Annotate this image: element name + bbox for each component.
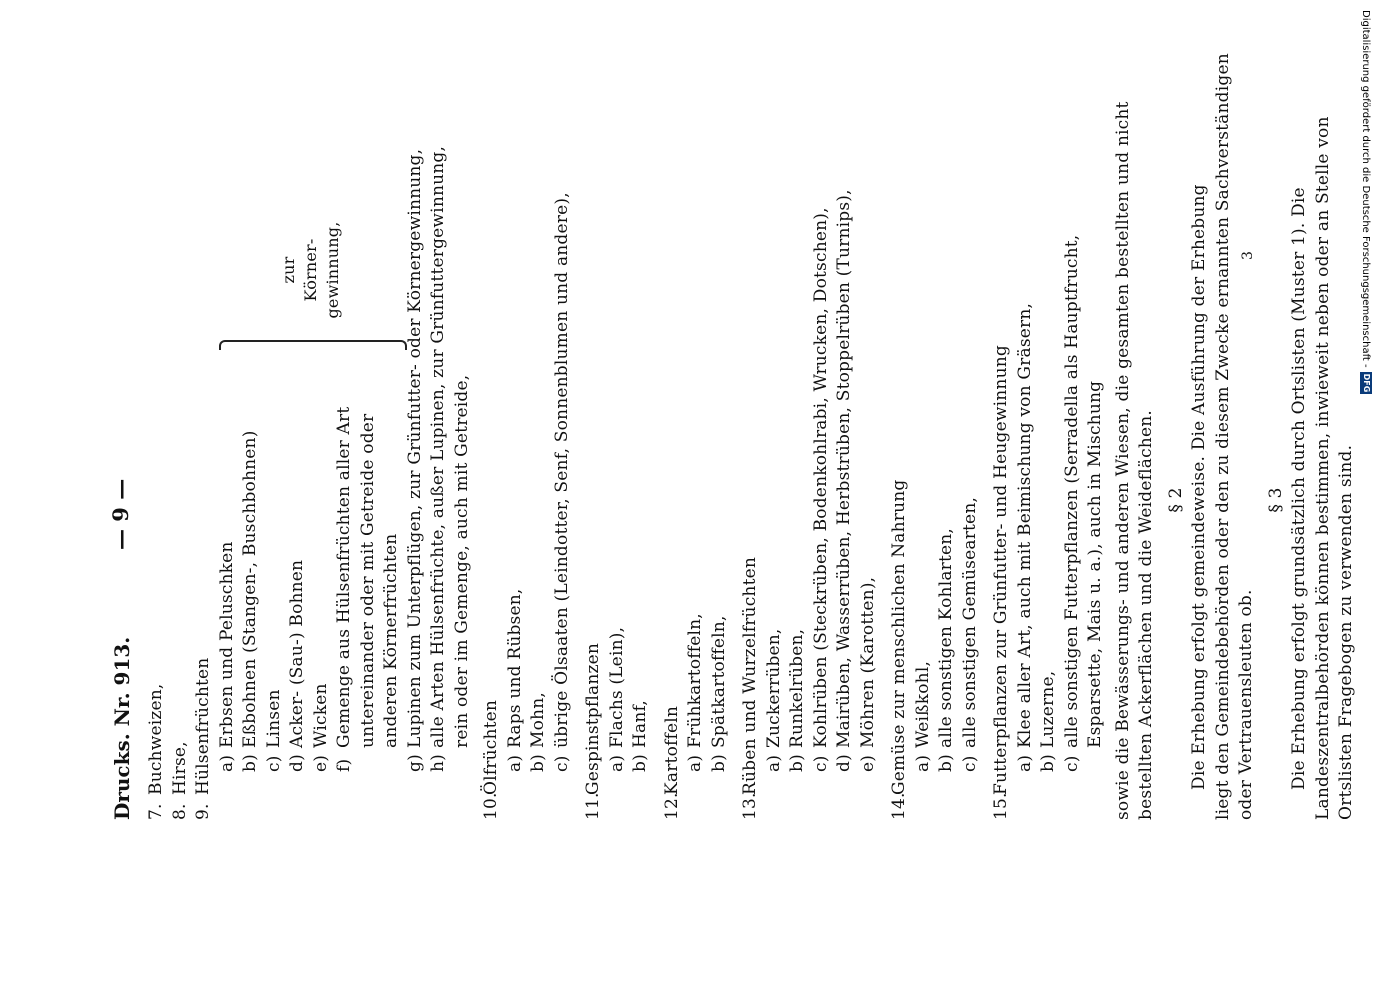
item-letter: b) bbox=[787, 754, 807, 772]
paragraph-heading: § 2 bbox=[1165, 487, 1186, 513]
item-text: alle sonstigen Futterpflanzen (Serradella als Hauptfrucht, bbox=[1061, 234, 1082, 748]
item-letter: a) bbox=[763, 754, 784, 772]
brace-note-line: zur bbox=[278, 256, 298, 284]
brace-note-line: gewinnung, bbox=[322, 221, 342, 319]
item-text: Lupinen zum Unterpflügen, zur Grünfutter- oder Körnergewinnung, bbox=[404, 148, 425, 748]
item-text: Mairüben, Wasserrüben, Herbstrüben, Stoppelrüben (Turnips), bbox=[834, 189, 854, 748]
item-letter: c) bbox=[551, 755, 572, 772]
item-text: Möhren (Karotten), bbox=[857, 576, 878, 748]
item-text: Rüben und Wurzelfrüchten bbox=[740, 556, 760, 795]
item-letter: a) bbox=[1014, 754, 1035, 772]
item-text: untereinander oder mit Getreide oder bbox=[357, 413, 378, 748]
item-letter: c) bbox=[1061, 755, 1082, 772]
dfg-logo: DFG bbox=[1362, 373, 1371, 393]
item-letter: e) bbox=[857, 754, 878, 772]
item-text: Esparsette, Mais u. a.), auch in Mischung bbox=[1085, 380, 1105, 748]
item-text: Frühkartoffeln, bbox=[685, 613, 705, 748]
paragraph-line: Die Erhebung erfolgt gemeindeweise. Die Ausführung der Erhebung bbox=[1189, 184, 1209, 790]
item-letter: c) bbox=[263, 755, 284, 772]
closing-text: bestellten Ackerflächen und die Weideflächen. bbox=[1136, 410, 1156, 820]
footer-credit bbox=[1360, 10, 1372, 393]
item-text: Gespinstpflanzen bbox=[583, 642, 603, 795]
item-letter: a) bbox=[504, 754, 525, 772]
item-text: Ölfrüchten bbox=[481, 699, 501, 795]
item-text: Eßbohnen (Stangen-, Buschbohnen) bbox=[240, 430, 260, 748]
item-number: 14. bbox=[889, 792, 909, 820]
item-text: Linsen bbox=[263, 689, 284, 748]
item-text: Raps und Rübsen, bbox=[504, 588, 525, 748]
item-number: 9. bbox=[193, 803, 213, 820]
item-text: Kohlrüben (Steckrüben, Bodenkohlrabi, Wrucken, Dotschen), bbox=[810, 207, 831, 748]
item-text: anderen Körnerfrüchten bbox=[381, 533, 401, 748]
item-number: 8. bbox=[169, 803, 190, 820]
item-text: alle sonstigen Kohlarten, bbox=[936, 527, 956, 748]
item-text: Hülsenfrüchten bbox=[193, 657, 213, 795]
item-text: Wicken bbox=[310, 683, 331, 748]
item-number: 7. bbox=[146, 803, 166, 820]
item-number: 10. bbox=[481, 792, 501, 820]
item-text: übrige Ölsaaten (Leindotter, Senf, Sonnenblumen und andere), bbox=[551, 192, 572, 748]
item-text: Flachs (Lein), bbox=[606, 626, 627, 748]
item-text: Futterpflanzen zur Grünfutter- und Heugewinnung bbox=[991, 345, 1011, 795]
item-text: Spätkartoffeln, bbox=[708, 615, 729, 748]
item-text: Hirse, bbox=[169, 741, 190, 795]
page-signature: 3 bbox=[1240, 251, 1256, 260]
item-text: Erbsen und Peluschken bbox=[216, 541, 237, 748]
closing-text: sowie die Bewässerungs- und anderen Wiesen, die gesamten bestellten und nicht bbox=[1112, 101, 1133, 820]
item-number: 12. bbox=[661, 792, 682, 820]
item-letter: a) bbox=[685, 754, 705, 772]
item-text: alle sonstigen Gemüsearten, bbox=[959, 496, 980, 748]
item-letter: b) bbox=[708, 754, 729, 772]
item-text: alle Arten Hülsenfrüchte, außer Lupinen, zur Grünfuttergewinnung, bbox=[428, 145, 448, 748]
paragraph-line: liegt den Gemeindebehörden oder den zu diesem Zwecke ernannten Sachverständigen bbox=[1212, 53, 1233, 820]
item-text: Zuckerrüben, bbox=[763, 628, 784, 748]
item-text: Runkelrüben, bbox=[787, 628, 807, 748]
print-number: Drucks. Nr. 913. bbox=[110, 636, 134, 820]
item-letter: b) bbox=[240, 754, 260, 772]
item-number: 15. bbox=[991, 792, 1011, 820]
item-letter: b) bbox=[528, 754, 548, 772]
item-letter: h) bbox=[428, 754, 448, 772]
item-text: Weißkohl, bbox=[912, 660, 933, 748]
item-text: Buchweizen, bbox=[146, 683, 166, 795]
brace-note bbox=[278, 210, 344, 330]
page-number: — 9 — bbox=[108, 478, 133, 550]
item-letter: g) bbox=[404, 754, 425, 772]
item-letter: d) bbox=[287, 754, 307, 772]
item-number: 13. bbox=[740, 792, 760, 820]
item-text: Gemüse zur menschlichen Nahrung bbox=[889, 479, 909, 795]
paragraph-line: Die Erhebung erfolgt grundsätzlich durch Ortslisten (Muster 1). Die bbox=[1289, 187, 1309, 790]
item-letter: a) bbox=[606, 754, 627, 772]
item-text: Gemenge aus Hülsenfrüchten aller Art bbox=[334, 406, 354, 748]
paragraph-line: Ortslisten Fragebogen zu verwenden sind. bbox=[1336, 444, 1356, 820]
item-letter: d) bbox=[834, 754, 854, 772]
item-text: Klee aller Art, auch mit Beimischung von Gräsern, bbox=[1014, 302, 1035, 748]
item-letter: a) bbox=[912, 754, 933, 772]
item-text: rein oder im Gemenge, auch mit Getreide, bbox=[451, 374, 472, 748]
item-text: Hanf, bbox=[630, 700, 650, 748]
item-letter: b) bbox=[936, 754, 956, 772]
item-text: Kartoffeln bbox=[661, 705, 682, 795]
item-text: Acker- (Sau-) Bohnen bbox=[287, 559, 307, 748]
item-text: Mohn, bbox=[528, 692, 548, 748]
footer-text: Digitalisierung gefördert durch die Deutsche Forschungsgemeinschaft - bbox=[1360, 10, 1372, 368]
paragraph-line: oder Vertrauensleuten ob. bbox=[1236, 589, 1256, 820]
item-letter: f) bbox=[334, 758, 354, 772]
item-letter: b) bbox=[1038, 754, 1058, 772]
item-letter: e) bbox=[310, 754, 331, 772]
item-letter: b) bbox=[630, 754, 650, 772]
item-text: Luzerne, bbox=[1038, 670, 1058, 748]
item-letter: c) bbox=[810, 755, 831, 772]
item-letter: c) bbox=[959, 755, 980, 772]
paragraph-heading: § 3 bbox=[1265, 487, 1286, 513]
grouping-brace bbox=[219, 340, 407, 350]
brace-note-line: Körner- bbox=[300, 238, 320, 302]
item-number: 11. bbox=[583, 792, 603, 820]
item-letter: a) bbox=[216, 754, 237, 772]
paragraph-line: Landeszentralbehörden können bestimmen, inwieweit neben oder an Stelle von bbox=[1312, 116, 1333, 820]
